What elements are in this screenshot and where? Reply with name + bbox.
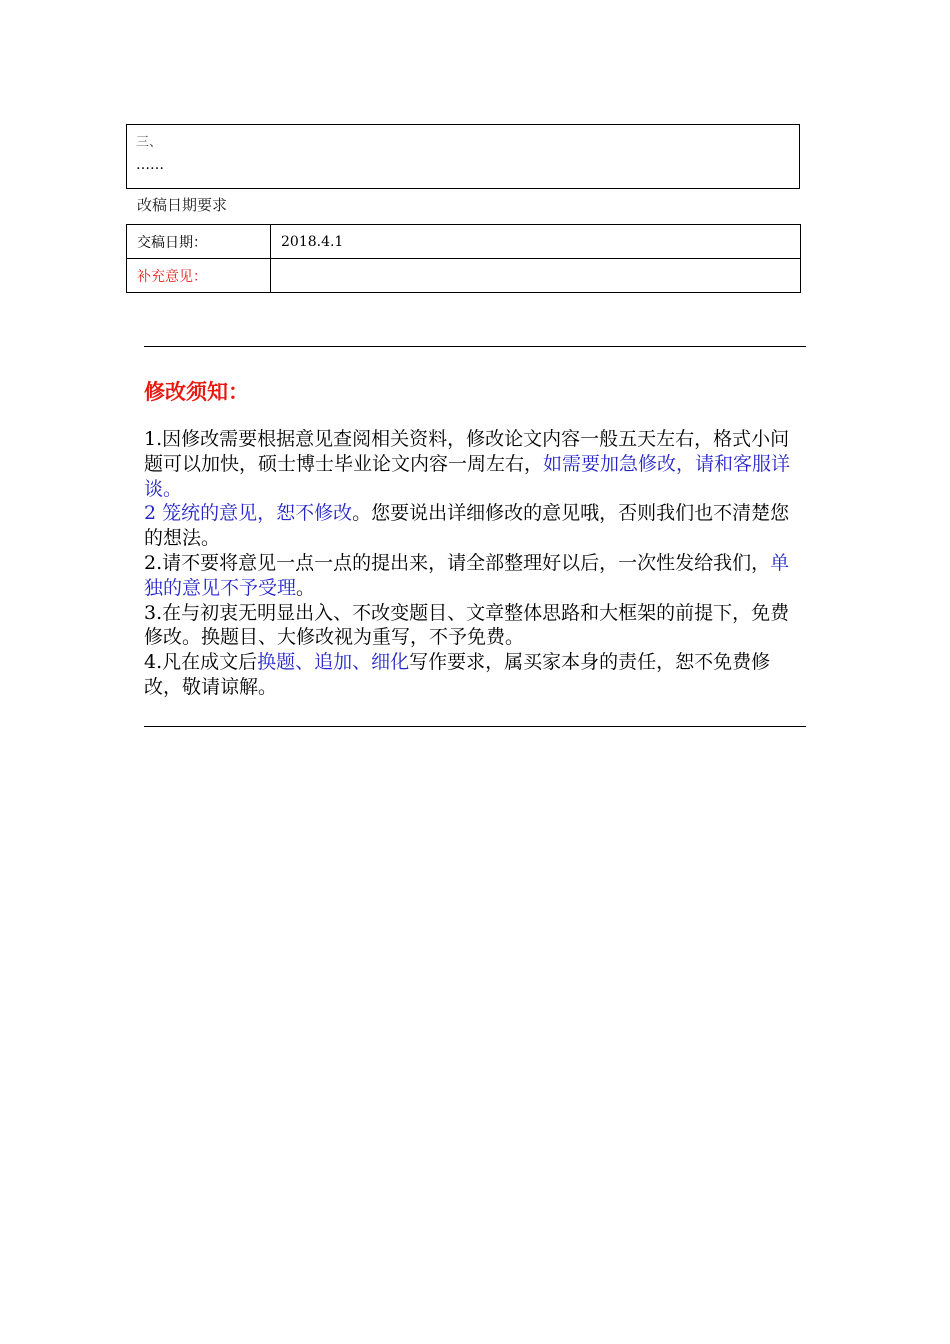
notice-item-5 bbox=[144, 650, 794, 700]
top-divider bbox=[144, 346, 806, 347]
notice-item-highlight: 2 笼统的意见，恕不修改 bbox=[144, 502, 353, 525]
notice-body bbox=[144, 427, 794, 700]
notice-item-1 bbox=[144, 427, 794, 501]
submit-date-label: 交稿日期： bbox=[127, 225, 271, 259]
notice-item-tail: 。 bbox=[296, 576, 316, 599]
extra-comments-value[interactable] bbox=[271, 259, 801, 293]
notice-item-text: 2.请不要将意见一点一点的提出来，请全部整理好以后，一次性发给我们， bbox=[144, 551, 771, 574]
notice-item-highlight: 换题、追加、细化 bbox=[257, 651, 410, 674]
table-row bbox=[127, 225, 801, 259]
deadline-section-label: 改稿日期要求 bbox=[137, 196, 228, 214]
notice-item-4 bbox=[144, 601, 794, 651]
notice-item-tail: 写作要求，属买家本身的责任，恕不免费修改，敬请谅解。 bbox=[144, 651, 771, 698]
notice-item-highlight: 如需要加急修改，请和客服详谈。 bbox=[144, 452, 791, 500]
section-number: 三、 bbox=[136, 135, 163, 150]
table-row bbox=[127, 259, 801, 293]
ellipsis-text: …… bbox=[136, 157, 164, 173]
notice-item-text: 1.因修改需要根据意见查阅相关资料，修改论文内容一般五天左右，格式小问题可以加快，硕士博士毕业论文内容一周左右， bbox=[144, 428, 790, 475]
notice-title: 修改须知： bbox=[144, 380, 249, 404]
extra-comments-label: 补充意见： bbox=[127, 259, 271, 293]
previous-section-box bbox=[126, 124, 800, 189]
notice-item-3 bbox=[144, 551, 794, 601]
bottom-divider bbox=[144, 726, 806, 727]
notice-item-tail: 。您要说出详细修改的意见哦，否则我们也不清楚您的想法。 bbox=[144, 502, 790, 550]
notice-item-highlight: 单独的意见不予受理 bbox=[144, 551, 790, 599]
notice-item-text: 4.凡在成文后 bbox=[144, 651, 258, 674]
deadline-table bbox=[126, 224, 801, 293]
submit-date-value: 2018.4.1 bbox=[271, 225, 801, 259]
notice-item-2 bbox=[144, 501, 794, 551]
notice-item-text: 3.在与初衷无明显出入、不改变题目、文章整体思路和大框架的前提下，免费修改。换题目、大修改视为重写，不予免费。 bbox=[144, 601, 790, 649]
